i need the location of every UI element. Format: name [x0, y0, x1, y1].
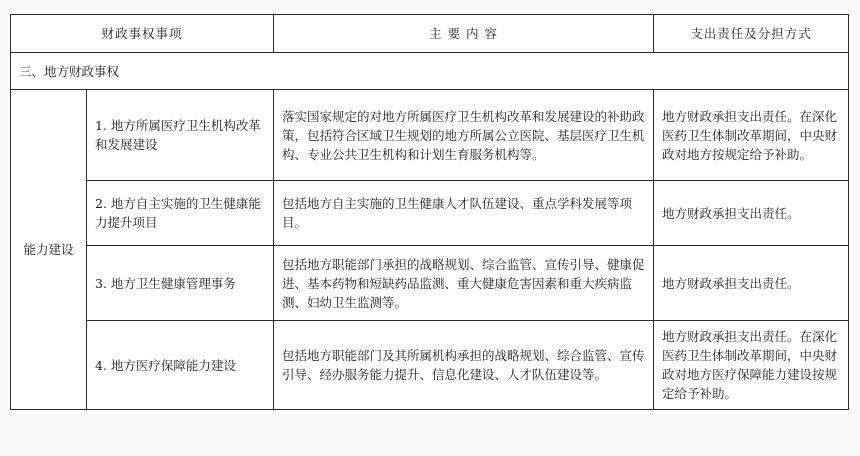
item-cell: 4. 地方医疗保障能力建设 — [87, 321, 274, 410]
table-row — [11, 246, 849, 321]
header-responsibility: 支出责任及分担方式 — [654, 15, 849, 53]
responsibility-cell: 地方财政承担支出责任。 — [654, 181, 849, 246]
responsibility-cell: 地方财政承担支出责任。 — [654, 246, 849, 321]
header-main-content: 主 要 内 容 — [274, 15, 654, 53]
section-row — [11, 53, 849, 90]
item-cell: 1. 地方所属医疗卫生机构改革和发展建设 — [87, 90, 274, 181]
content-cell: 包括地方职能部门及其所属机构承担的战略规划、综合监管、宣传引导、经办服务能力提升、信息化建设、人才队伍建设等。 — [274, 321, 654, 410]
table-row — [11, 90, 849, 181]
content-cell: 包括地方自主实施的卫生健康人才队伍建设、重点学科发展等项目。 — [274, 181, 654, 246]
table-row — [11, 181, 849, 246]
item-cell: 2. 地方自主实施的卫生健康能力提升项目 — [87, 181, 274, 246]
content-cell: 落实国家规定的对地方所属医疗卫生机构改革和发展建设的补助政策，包括符合区域卫生规划的地方所属公立医院、基层医疗卫生机构、专业公共卫生机构和计划生育服务机构等。 — [274, 90, 654, 181]
content-cell: 包括地方职能部门承担的战略规划、综合监管、宣传引导、健康促进、基本药物和短缺药品监测、重大健康危害因素和重大疾病监测、妇幼卫生监测等。 — [274, 246, 654, 321]
header-row — [11, 15, 849, 53]
responsibility-cell: 地方财政承担支出责任。在深化医药卫生体制改革期间，中央财政对地方按规定给予补助。 — [654, 90, 849, 181]
responsibility-cell: 地方财政承担支出责任。在深化医药卫生体制改革期间，中央财政对地方医疗保障能力建设按规定给予补助。 — [654, 321, 849, 410]
item-cell: 3. 地方卫生健康管理事务 — [87, 246, 274, 321]
header-fiscal-matters: 财政事权事项 — [11, 15, 274, 53]
fiscal-responsibility-table — [10, 14, 849, 410]
page-bottom-margin — [0, 428, 860, 456]
section-title: 三、地方财政事权 — [11, 53, 849, 90]
table-row — [11, 321, 849, 410]
category-cell: 能力建设 — [11, 90, 87, 410]
